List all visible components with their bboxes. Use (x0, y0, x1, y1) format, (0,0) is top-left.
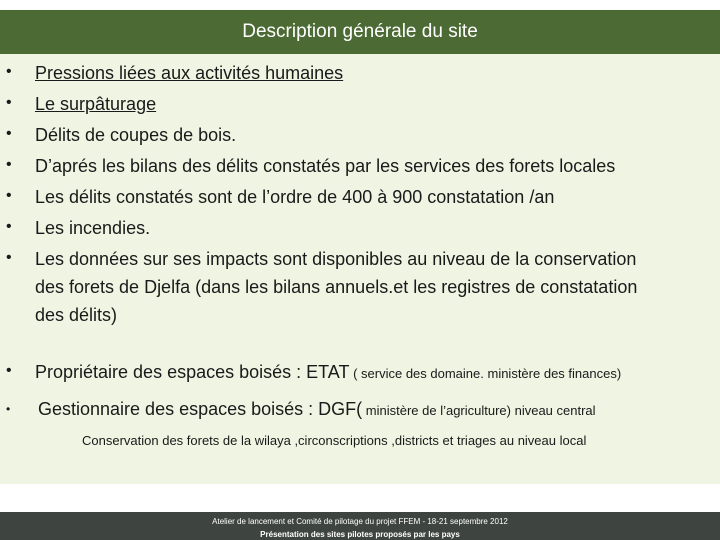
owner-main: Propriétaire des espaces boisés : ETAT (35, 362, 350, 382)
owner-text (35, 362, 621, 383)
list-item-text: des forets de Djelfa (dans les bilans annuels.et les registres de constatation (35, 277, 638, 297)
manager-main: Gestionnaire des espaces boisés : DGF( (38, 399, 363, 419)
list-item-text: Les délits constatés sont de l’ordre de 400 à 900 constatation /an (35, 187, 555, 207)
list-item-text: Le surpâturage (35, 94, 157, 114)
list-item-text: Les données sur ses impacts sont disponibles au niveau de la conservation (35, 249, 637, 269)
footer-event: Atelier de lancement et Comité de pilotage du projet FFEM - 18-21 septembre 2012 (212, 517, 508, 526)
manager-detail: ministère de l’agriculture) niveau central (362, 403, 596, 418)
conservation-line: Conservation des forets de la wilaya ,circonscriptions ,districts et triages au niveau local (82, 433, 587, 448)
bullet-marker: • (6, 94, 12, 111)
slide-title: Description générale du site (242, 21, 478, 42)
bullet-marker: • (6, 218, 12, 235)
footer-subtitle: Présentation des sites pilotes proposés par les pays (260, 530, 460, 539)
owner-detail: ( service des domaine. ministère des finances) (349, 366, 622, 381)
bullet-marker: • (6, 187, 12, 204)
list-item-text: Pressions liées aux activités humaines (35, 63, 344, 83)
bullet-marker: • (6, 362, 12, 379)
list-item-text: Les incendies. (35, 218, 151, 238)
bullet-marker: • (6, 63, 12, 80)
bullet-marker: • (6, 402, 11, 416)
bullet-marker: • (6, 125, 12, 142)
list-item-text: des délits) (35, 305, 118, 325)
list-item-text: D’aprés les bilans des délits constatés par les services des forets locales (35, 156, 616, 176)
footer-bar (0, 512, 720, 540)
manager-text (38, 399, 596, 420)
bullet-marker: • (6, 156, 12, 173)
bullet-marker: • (6, 249, 12, 266)
list-item-text: Délits de coupes de bois. (35, 125, 237, 145)
